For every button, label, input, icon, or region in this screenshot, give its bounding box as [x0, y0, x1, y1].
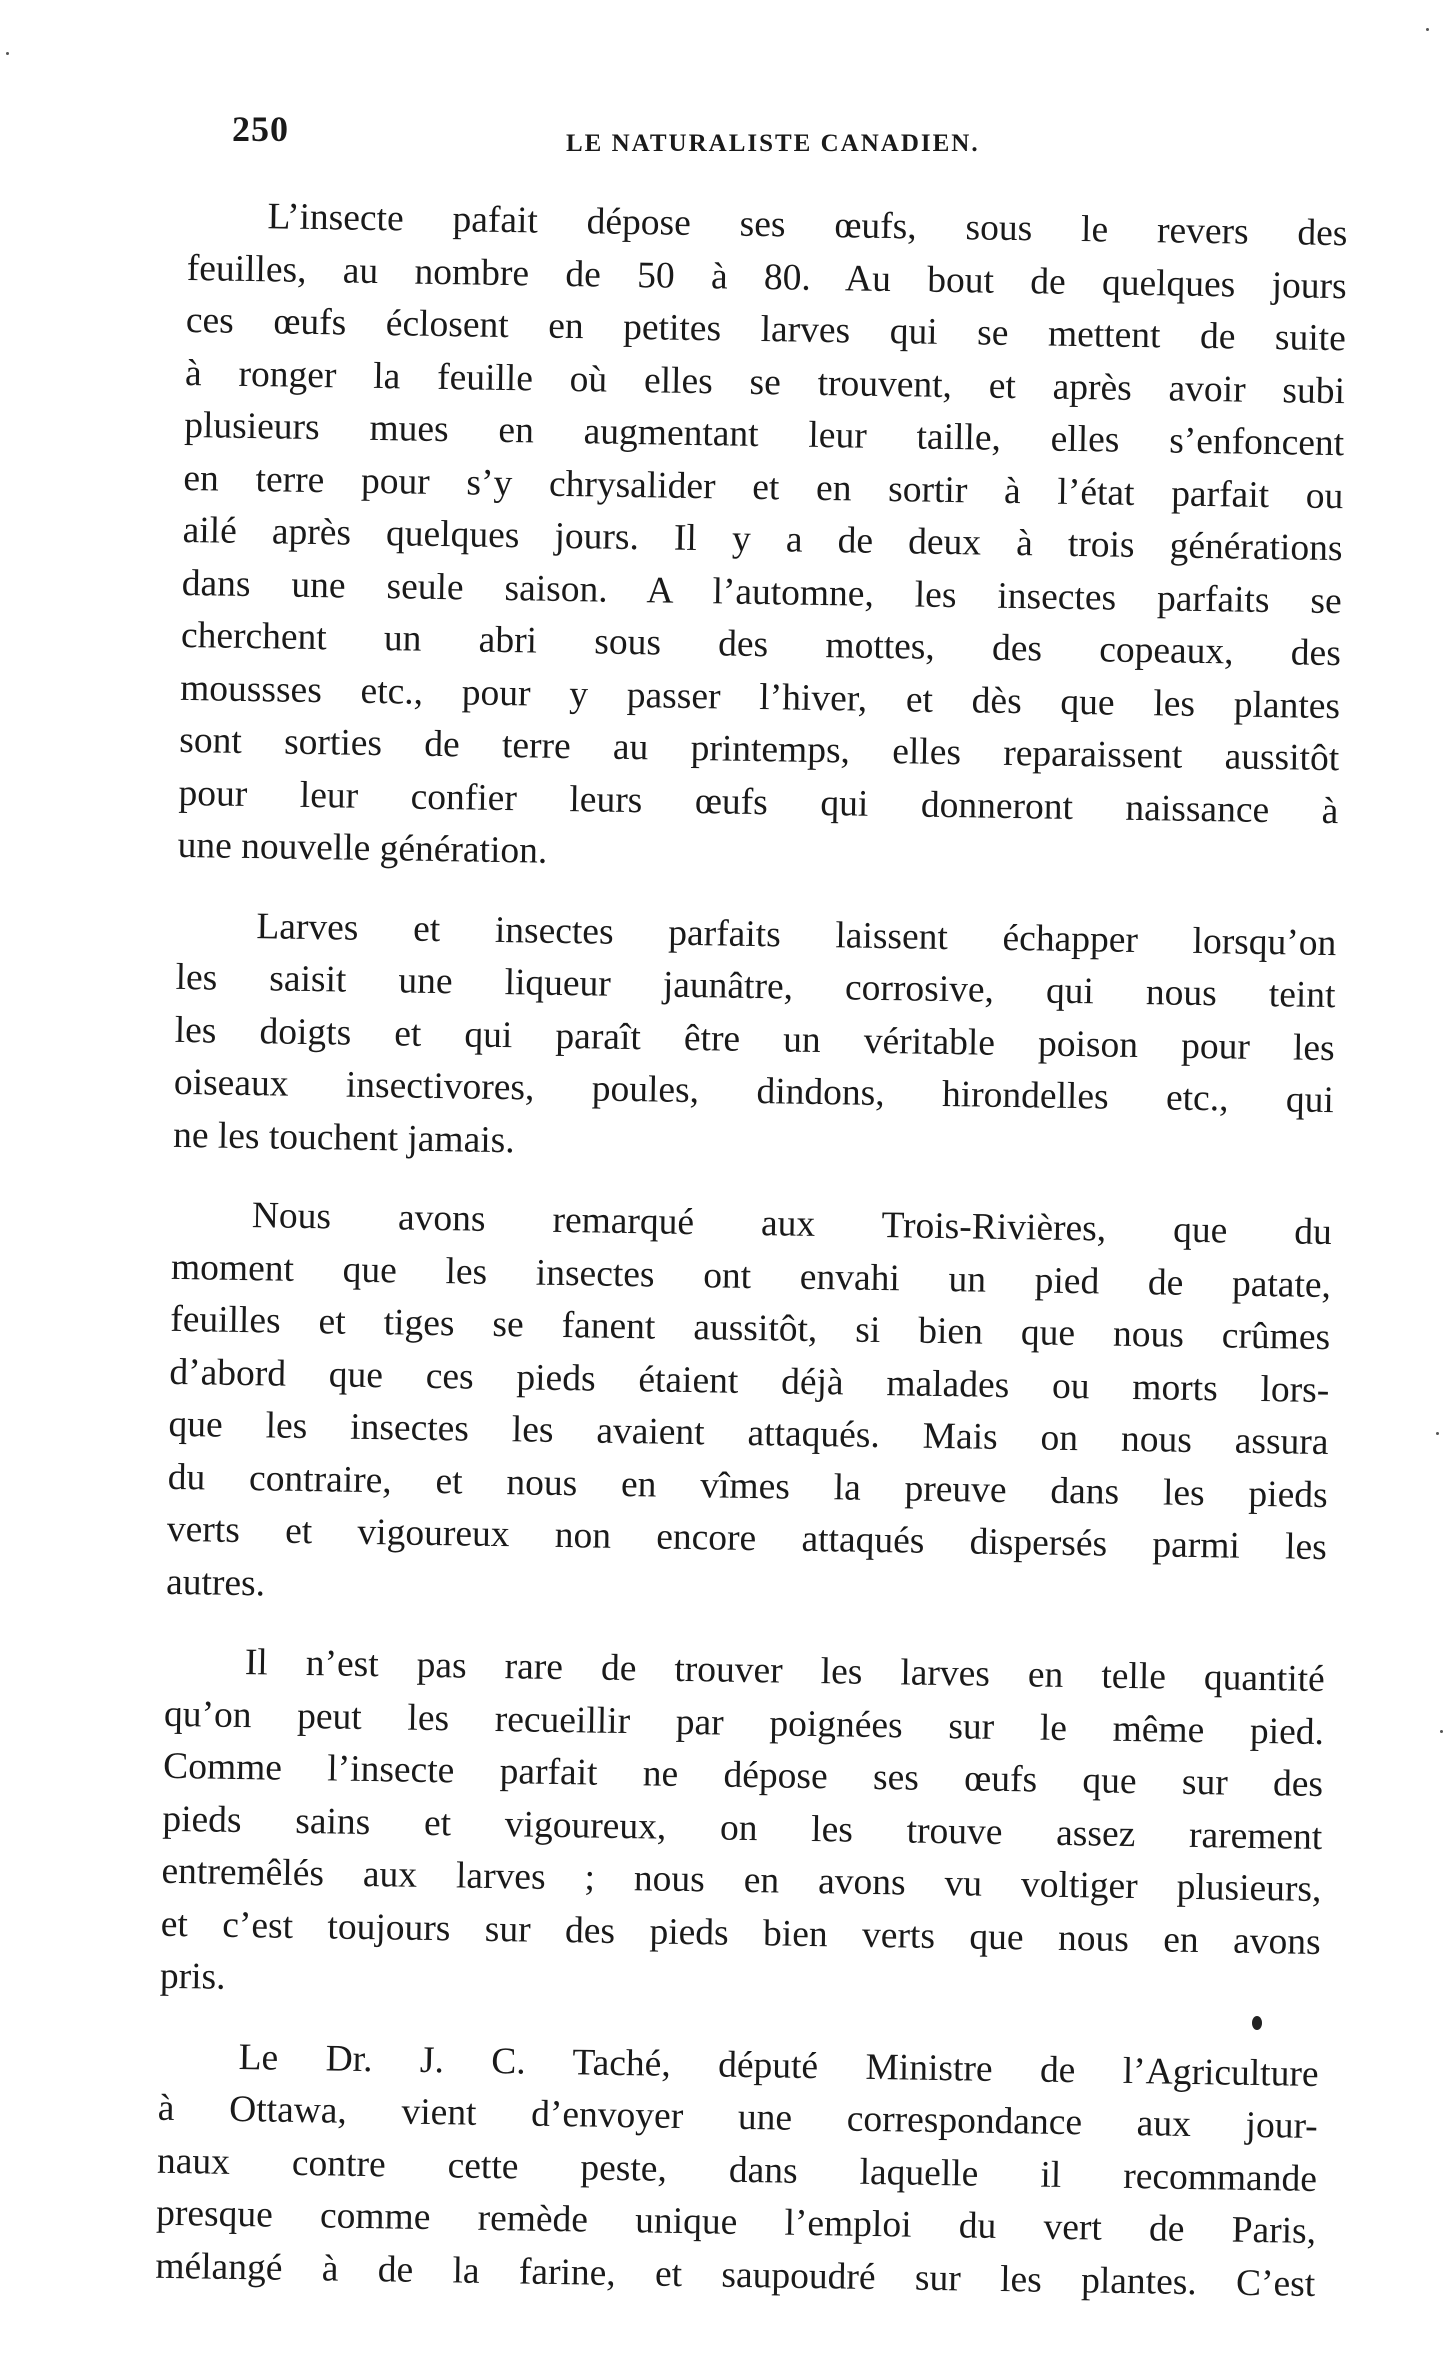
text-line: une nouvelle génération. [177, 824, 548, 872]
text-line: oiseaux insectivores, poules, dindons, hirondelles etc., qui [173, 1061, 1335, 1122]
scan-edge-mark [1426, 28, 1429, 31]
text-line: mélangé à de la farine, et saupoudré sur les plantes. C’est [155, 2245, 1316, 2305]
text-line: autres. [165, 1561, 266, 1604]
text-line: dans une seule saison. A l’automne, les insectes parfaits se [181, 562, 1343, 622]
text-line: à Ottawa, vient d’envoyer une correspondance aux jour- [157, 2087, 1319, 2147]
text-line: que les insectes les avaient attaqués. Mais on nous assura [168, 1403, 1329, 1464]
text-line: verts et vigoureux non encore attaqués dispersés parmi les [166, 1508, 1328, 1569]
text-line: Larves et insectes parfaits laissent échapper lorsqu’on [256, 905, 1337, 964]
text-line: moussses etc., pour y passer l’hiver, et dès que les plantes [179, 667, 1341, 727]
text-line: les doigts et qui paraît être un véritable poison pour les [174, 1009, 1335, 1069]
page-header [232, 108, 1062, 168]
ink-speck [1252, 2016, 1262, 2030]
text-line: moment que les insectes ont envahi un pied de patate, [170, 1246, 1332, 1306]
text-line: feuilles, au nombre de 50 à 80. Au bout de quelques jours [186, 247, 1347, 307]
text-line: ailé après quelques jours. Il y a de deux à trois générations [182, 509, 1343, 570]
running-head: LE NATURALISTE CANADIEN. [566, 130, 980, 157]
text-line: les saisit une liqueur jaunâtre, corrosive, qui nous teint [175, 956, 1336, 1017]
text-line: L’insecte pafait dépose ses œufs, sous le revers des [267, 196, 1348, 255]
text-line: en terre pour s’y chrysalider et en sortir à l’état parfait ou [183, 457, 1344, 517]
body-text [155, 190, 1348, 2311]
paragraph [155, 2030, 1319, 2311]
text-line: Nous avons remarqué aux Trois-Rivières, que du [251, 1195, 1333, 1254]
page-number: 250 [232, 109, 289, 149]
text-line: pris. [159, 1955, 226, 1998]
text-line: pieds sains et vigoureux, on les trouve assez rarement [162, 1798, 1323, 1858]
text-line: et c’est toujours sur des pieds bien verts que nous en avons [160, 1903, 1321, 1963]
scan-edge-mark [1440, 1730, 1443, 1733]
text-line: entremêlés aux larves ; nous en avons vu voltiger plusieurs, [161, 1850, 1322, 1911]
text-line: à ronger la feuille où elles se trouvent, et après avoir subi [184, 352, 1346, 412]
text-line: plusieurs mues en augmentant leur taille, elles s’enfoncent [183, 404, 1345, 465]
text-line: Comme l’insecte parfait ne dépose ses œufs que sur des [162, 1745, 1324, 1806]
text-line: ne les touchent jamais. [172, 1114, 516, 1161]
text-line: Il n’est pas rare de trouver les larves en telle quantité [244, 1642, 1326, 1701]
scan-edge-mark [6, 52, 9, 55]
text-line: feuilles et tiges se fanent aussitôt, si bien que nous crûmes [169, 1298, 1331, 1359]
text-line: Le Dr. J. C. Taché, député Ministre de l’Agriculture [238, 2036, 1319, 2095]
text-line: naux contre cette peste, dans laquelle il recommande [156, 2140, 1318, 2200]
text-line: qu’on peut les recueillir par poignées sur le même pied. [163, 1693, 1325, 1753]
text-line: ces œufs éclosent en petites larves qui se mettent de suite [185, 299, 1347, 360]
paragraph [160, 1636, 1326, 2022]
scan-edge-mark [1436, 1432, 1439, 1435]
paragraph [177, 190, 1348, 891]
text-line: pour leur confier leurs œufs qui donneront naissance à [178, 772, 1339, 832]
paragraph [166, 1189, 1332, 1627]
text-line: du contraire, et nous en vîmes la preuve dans les pieds [167, 1456, 1328, 1516]
text-line: cherchent un abri sous des mottes, des copeaux, des [180, 614, 1342, 675]
text-line: sont sorties de terre au printemps, elles reparaissent aussitôt [179, 719, 1340, 780]
text-line: d’abord que ces pieds étaient déjà malades ou morts lors- [169, 1351, 1330, 1411]
paragraph [173, 899, 1337, 1180]
text-line: presque comme remède unique l’emploi du vert de Paris, [155, 2192, 1317, 2252]
